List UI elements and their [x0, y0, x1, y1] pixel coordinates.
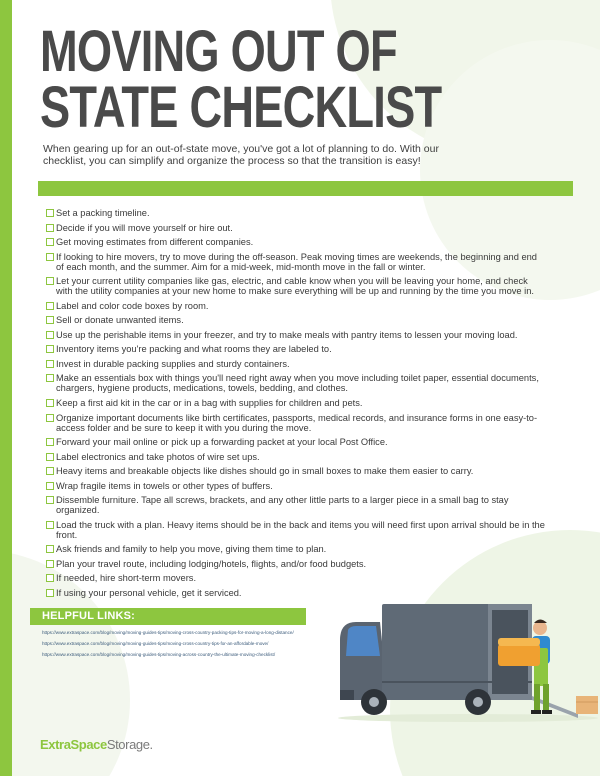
helpful-link[interactable]: https://www.extraspace.com/blog/moving/moving-guides-tips/moving-across-country-the-ultimate-moving-checklist/	[42, 652, 276, 657]
checklist-item-text: If using your personal vehicle, get it serviced.	[56, 588, 242, 599]
checklist-item	[46, 520, 546, 540]
helpful-links-title: HELPFUL LINKS:	[42, 610, 136, 622]
checkbox-icon[interactable]	[46, 482, 54, 490]
checkbox-icon[interactable]	[46, 453, 54, 461]
ground-shadow	[338, 714, 598, 722]
checklist-item-text: Forward your mail online or pick up a forwarding packet at your local Post Office.	[56, 437, 388, 448]
truck-window-icon	[346, 626, 380, 656]
helpful-link[interactable]: https://www.extraspace.com/blog/moving/moving-guides-tips/moving-cross-country-tips-for-an-affordable-move/	[42, 641, 269, 646]
checkbox-icon[interactable]	[46, 589, 54, 597]
checkbox-icon[interactable]	[46, 253, 54, 261]
checklist-item-text: Use up the perishable items in your freezer, and try to make meals with pantry items to lessen your moving load.	[56, 329, 518, 340]
couch-illustration	[498, 644, 540, 666]
checklist-item	[46, 452, 546, 462]
brand-logo	[40, 737, 153, 752]
checkbox-icon[interactable]	[46, 467, 54, 475]
checklist-item	[46, 495, 546, 515]
checklist-item-text: Label and color code boxes by room.	[56, 300, 209, 311]
checklist-item	[46, 466, 546, 476]
checkbox-icon[interactable]	[46, 374, 54, 382]
checkbox-icon[interactable]	[46, 316, 54, 324]
checklist-item	[46, 398, 546, 408]
checkbox-icon[interactable]	[46, 521, 54, 529]
checklist-item	[46, 237, 546, 247]
title-line-2: STATE CHECKLIST	[40, 75, 442, 140]
checklist-item	[46, 276, 546, 296]
checklist-item	[46, 481, 546, 491]
checkbox-icon[interactable]	[46, 545, 54, 553]
checkbox-icon[interactable]	[46, 209, 54, 217]
checkbox-icon[interactable]	[46, 399, 54, 407]
title-line-1: MOVING OUT OF	[40, 19, 397, 84]
checklist-item-text: Label electronics and take photos of wire set ups.	[56, 451, 260, 462]
mover-head	[533, 621, 547, 635]
checklist-item-text: Heavy items and breakable objects like dishes should go in small boxes to make them easier to carry.	[56, 466, 474, 477]
helpful-links-list	[42, 630, 294, 663]
checklist-item-text: Ask friends and family to help you move, giving them time to plan.	[56, 544, 327, 555]
checklist-item	[46, 223, 546, 233]
checkbox-icon[interactable]	[46, 224, 54, 232]
checklist-item	[46, 413, 546, 433]
checkbox-icon[interactable]	[46, 496, 54, 504]
checkbox-icon[interactable]	[46, 560, 54, 568]
checklist-item	[46, 437, 546, 447]
checklist-item-text: If looking to hire movers, try to move during the off-season. Peak moving times are weekends, the beginning and end of each month, and the summer. Aim for a mid-week, mid-month move in the fall or winter.	[56, 251, 537, 272]
checklist-item	[46, 330, 546, 340]
checkbox-icon[interactable]	[46, 414, 54, 422]
checkbox-icon[interactable]	[46, 438, 54, 446]
mover-shoe	[542, 710, 552, 714]
checklist-item	[46, 359, 546, 369]
checkbox-icon[interactable]	[46, 302, 54, 310]
truck-bumper	[340, 690, 354, 700]
checklist-item	[46, 252, 546, 272]
checklist-item-text: Inventory items you're packing and what rooms they are labeled to.	[56, 344, 332, 355]
checklist-item-text: Dissemble furniture. Tape all screws, brackets, and any other little parts to a larger piece in a small bag to stay organized.	[56, 495, 509, 516]
page-title	[40, 19, 442, 140]
checklist-item	[46, 573, 546, 583]
mover-shoe	[531, 710, 541, 714]
checklist-item-text: Load the truck with a plan. Heavy items should be in the back and items you will need first upon arrival should be in the front.	[56, 519, 545, 540]
checklist-item	[46, 344, 546, 354]
left-accent-bar	[0, 0, 12, 776]
checklist-item	[46, 315, 546, 325]
checklist-item-text: Decide if you will move yourself or hire out.	[56, 222, 233, 233]
checkbox-icon[interactable]	[46, 331, 54, 339]
checklist-item	[46, 559, 546, 569]
section-divider-bar	[38, 181, 573, 196]
mover-hair	[534, 620, 547, 624]
checklist-item-text: If needed, hire short-term movers.	[56, 573, 197, 584]
checklist	[46, 208, 546, 603]
checklist-item-text: Organize important documents like birth certificates, passports, medical records, and insurance forms in one easy-to-access folder and be sure to keep it with you during the move.	[56, 412, 538, 433]
intro-text: When gearing up for an out-of-state move, you've got a lot of planning to do. With our checklist, you can simplify and organize the process so that the transition is easy!	[43, 143, 439, 167]
mover-leg	[543, 684, 549, 712]
cardboard-box-icon	[576, 696, 598, 714]
checklist-item-text: Invest in durable packing supplies and sturdy containers.	[56, 358, 290, 369]
checklist-item-text: Keep a first aid kit in the car or in a bag with supplies for children and pets.	[56, 398, 363, 409]
checkbox-icon[interactable]	[46, 574, 54, 582]
checklist-item-text: Sell or donate unwanted items.	[56, 315, 184, 326]
checklist-item-text: Make an essentials box with things you'll need right away when you move including toilet paper, essential documents, chargers, hygiene products, medications, towels, bedding, and clothes.	[56, 373, 539, 394]
mover-leg	[534, 684, 540, 712]
brand-part-1: ExtraSpace	[40, 737, 107, 752]
checklist-item-text: Wrap fragile items in towels or other types of buffers.	[56, 480, 273, 491]
brand-part-2: Storage.	[106, 737, 153, 752]
checkbox-icon[interactable]	[46, 360, 54, 368]
helpful-links-header	[30, 608, 306, 625]
checklist-item	[46, 301, 546, 311]
checklist-item-text: Plan your travel route, including lodging/hotels, flights, and/or food budgets.	[56, 558, 367, 569]
checkbox-icon[interactable]	[46, 277, 54, 285]
checklist-item-text: Get moving estimates from different companies.	[56, 237, 254, 248]
checklist-item	[46, 544, 546, 554]
checklist-item	[46, 208, 546, 218]
checkbox-icon[interactable]	[46, 238, 54, 246]
checklist-item-text: Let your current utility companies like gas, electric, and cable know when you will be leaving your home, and check with the utility companies at your new home to make sure everything will be up and running by the time you move in.	[56, 276, 535, 297]
helpful-link[interactable]: https://www.extraspace.com/blog/moving/moving-guides-tips/moving-cross-country-packing-tips-for-moving-a-long-distance/	[42, 630, 294, 635]
checklist-item	[46, 373, 546, 393]
moving-truck-illustration	[338, 592, 600, 722]
checklist-item-text: Set a packing timeline.	[56, 208, 150, 218]
checkbox-icon[interactable]	[46, 345, 54, 353]
